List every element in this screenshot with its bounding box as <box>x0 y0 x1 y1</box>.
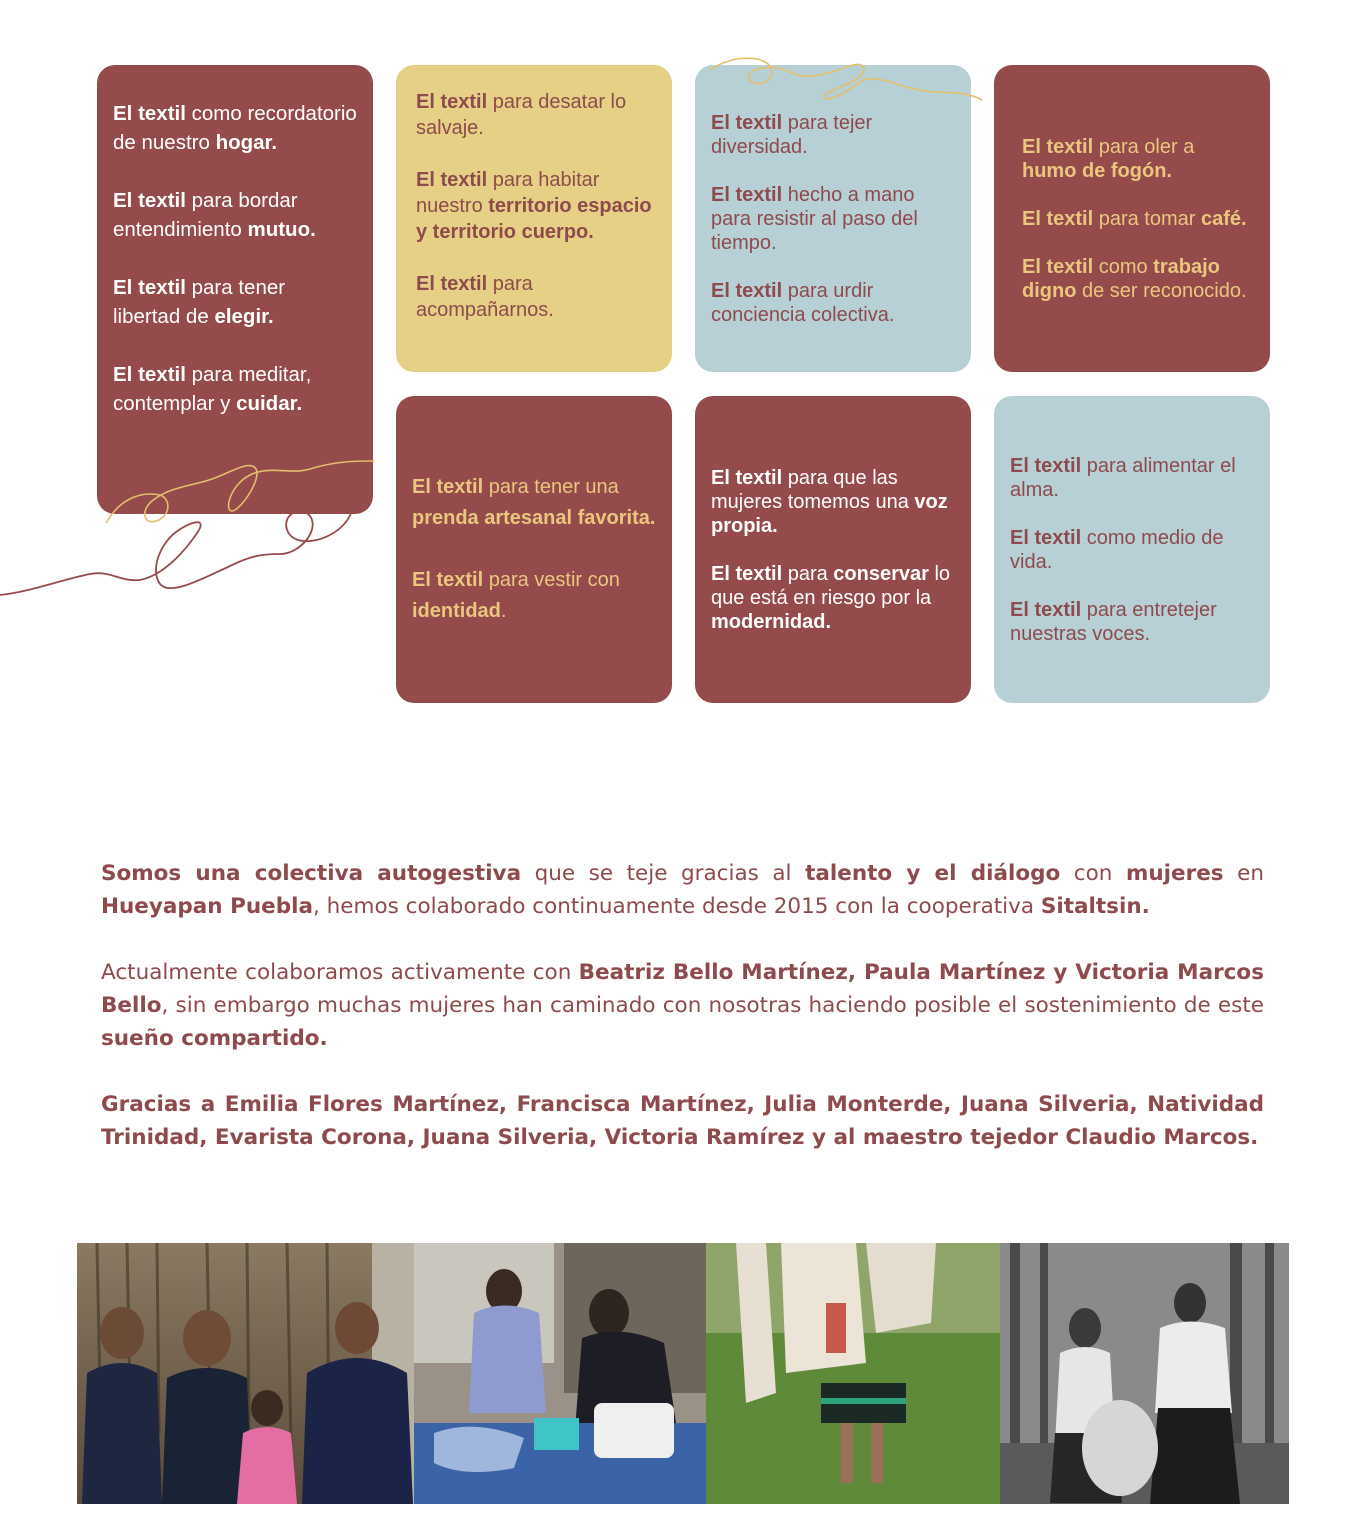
women-forest-bw-photo <box>1000 1243 1289 1504</box>
emphasis-text: Beatriz Bello Martínez, Paula Martínez y Victoria Marcos Bello <box>101 960 1264 1018</box>
card-paragraph <box>1022 207 1254 231</box>
emphasis-text: sueño compartido. <box>101 1026 328 1051</box>
emphasis-text: conservar <box>833 562 929 585</box>
about-paragraph <box>101 1088 1264 1154</box>
emphasis-text: Hueyapan Puebla <box>101 894 314 919</box>
emphasis-text: trabajo digno <box>1022 255 1220 302</box>
card-paragraph <box>711 466 955 538</box>
body-text: para oler a <box>1093 135 1195 158</box>
emphasis-text: identidad <box>412 600 501 622</box>
card-paragraph <box>412 565 656 627</box>
about-paragraph <box>101 956 1264 1055</box>
emphasis-text: El textil <box>1022 255 1094 278</box>
card-paragraph <box>416 89 656 141</box>
emphasis-text: Sitaltsin. <box>1040 894 1150 919</box>
body-text: como recordatorio de nuestro <box>113 102 357 154</box>
card-paragraph <box>711 111 955 159</box>
about-text <box>101 857 1264 1154</box>
body-text: con <box>1060 861 1126 886</box>
body-text: como medio de vida. <box>1010 526 1224 573</box>
body-text: para tener una <box>483 476 619 498</box>
emphasis-text: El textil <box>1010 598 1082 621</box>
card-paragraph <box>412 472 656 534</box>
emphasis-text: El textil <box>711 111 783 134</box>
body-text: , sin embargo muchas mujeres han caminado con nosotras haciendo posible el sostenimiento de este <box>161 993 1264 1018</box>
body-text: . <box>500 600 507 622</box>
emphasis-text: El textil <box>416 273 488 295</box>
card-paragraph <box>711 562 955 634</box>
emphasis-text: Gracias a Emilia Flores Martínez, Francisca Martínez, Julia Monterde, Juana Silveria, Natividad Trinidad, Evarista Corona, Juana Silveria, Victoria Ramírez y al maestro tejedor Claudio Marcos. <box>101 1092 1264 1150</box>
body-text: para tejer diversidad. <box>711 111 873 158</box>
emphasis-text: territorio espacio y territorio cuerpo. <box>416 195 652 243</box>
body-text: hecho a mano para resistir al paso del tiempo. <box>711 183 918 254</box>
emphasis-text: mutuo. <box>247 218 316 241</box>
emphasis-text: cuidar. <box>236 392 303 415</box>
card-paragraph <box>113 273 357 331</box>
photo-strip <box>77 1243 1289 1504</box>
textil-card-diversidad <box>695 65 971 372</box>
body-text: para habitar nuestro <box>416 169 600 217</box>
textil-card-prenda <box>396 396 672 703</box>
emphasis-text: elegir. <box>214 305 274 328</box>
body-text: para alimentar el alma. <box>1010 454 1236 501</box>
emphasis-text: El textil <box>711 279 783 302</box>
textiles-garden-photo <box>706 1243 1000 1504</box>
card-paragraph <box>1010 526 1254 574</box>
body-text: Actualmente colaboramos activamente con <box>101 960 579 985</box>
emphasis-text: prenda artesanal favorita. <box>412 507 656 529</box>
body-text: para tener libertad de <box>113 276 286 328</box>
body-text: para bordar entendimiento <box>113 189 298 241</box>
card-paragraph <box>113 99 357 157</box>
textil-card-hogar <box>97 65 373 514</box>
about-paragraph <box>101 857 1264 923</box>
emphasis-text: El textil <box>1022 207 1094 230</box>
emphasis-text: El textil <box>1010 526 1082 549</box>
emphasis-text: talento y el diálogo <box>805 861 1061 886</box>
emphasis-text: El textil <box>711 562 783 585</box>
textil-card-voz <box>695 396 971 703</box>
body-text: para meditar, contemplar y <box>113 363 312 415</box>
card-paragraph <box>113 186 357 244</box>
body-text: para vestir con <box>483 569 620 591</box>
emphasis-text: hogar. <box>215 131 278 154</box>
textil-card-alma <box>994 396 1270 703</box>
emphasis-text: El textil <box>711 466 783 489</box>
emphasis-text: humo de fogón. <box>1022 159 1172 182</box>
textil-card-fogon <box>994 65 1270 372</box>
body-text: de ser reconocido. <box>1076 279 1247 302</box>
card-paragraph <box>711 183 955 255</box>
body-text: que se teje gracias al <box>521 861 806 886</box>
emphasis-text: El textil <box>1022 135 1094 158</box>
card-paragraph <box>1022 255 1254 303</box>
body-text: para entretejer nuestras voces. <box>1010 598 1217 645</box>
card-paragraph <box>1010 454 1254 502</box>
emphasis-text: El textil <box>412 476 484 498</box>
emphasis-text: café. <box>1200 207 1247 230</box>
emphasis-text: modernidad. <box>711 610 832 633</box>
emphasis-text: El textil <box>113 102 186 125</box>
emphasis-text: El textil <box>412 569 484 591</box>
sewing-workshop-photo <box>414 1243 706 1504</box>
body-text: para desatar lo salvaje. <box>416 91 627 139</box>
card-paragraph <box>711 279 955 327</box>
body-text: para tomar <box>1093 207 1201 230</box>
textil-card-salvaje <box>396 65 672 372</box>
emphasis-text: El textil <box>113 189 186 212</box>
body-text: para urdir conciencia colectiva. <box>711 279 895 326</box>
emphasis-text: voz propia. <box>711 490 948 537</box>
card-paragraph <box>416 271 656 323</box>
women-group-photo <box>77 1243 414 1504</box>
emphasis-text: Somos una colectiva autogestiva <box>101 861 522 886</box>
body-text: para acompañarnos. <box>416 273 554 321</box>
body-text: lo que está en riesgo por la <box>711 562 951 609</box>
body-text: para que las mujeres tomemos una <box>711 466 915 513</box>
card-paragraph <box>1010 598 1254 646</box>
body-text: como <box>1093 255 1154 278</box>
emphasis-text: El textil <box>113 363 186 386</box>
emphasis-text: El textil <box>416 169 488 191</box>
emphasis-text: mujeres <box>1125 861 1224 886</box>
body-text: para <box>782 562 834 585</box>
card-paragraph <box>113 360 357 418</box>
card-paragraph <box>416 167 656 245</box>
body-text: en <box>1223 861 1264 886</box>
body-text: , hemos colaborado continuamente desde 2015 con la cooperativa <box>313 894 1041 919</box>
emphasis-text: El textil <box>113 276 186 299</box>
emphasis-text: El textil <box>416 91 488 113</box>
card-paragraph <box>1022 135 1254 183</box>
emphasis-text: El textil <box>711 183 783 206</box>
emphasis-text: El textil <box>1010 454 1082 477</box>
